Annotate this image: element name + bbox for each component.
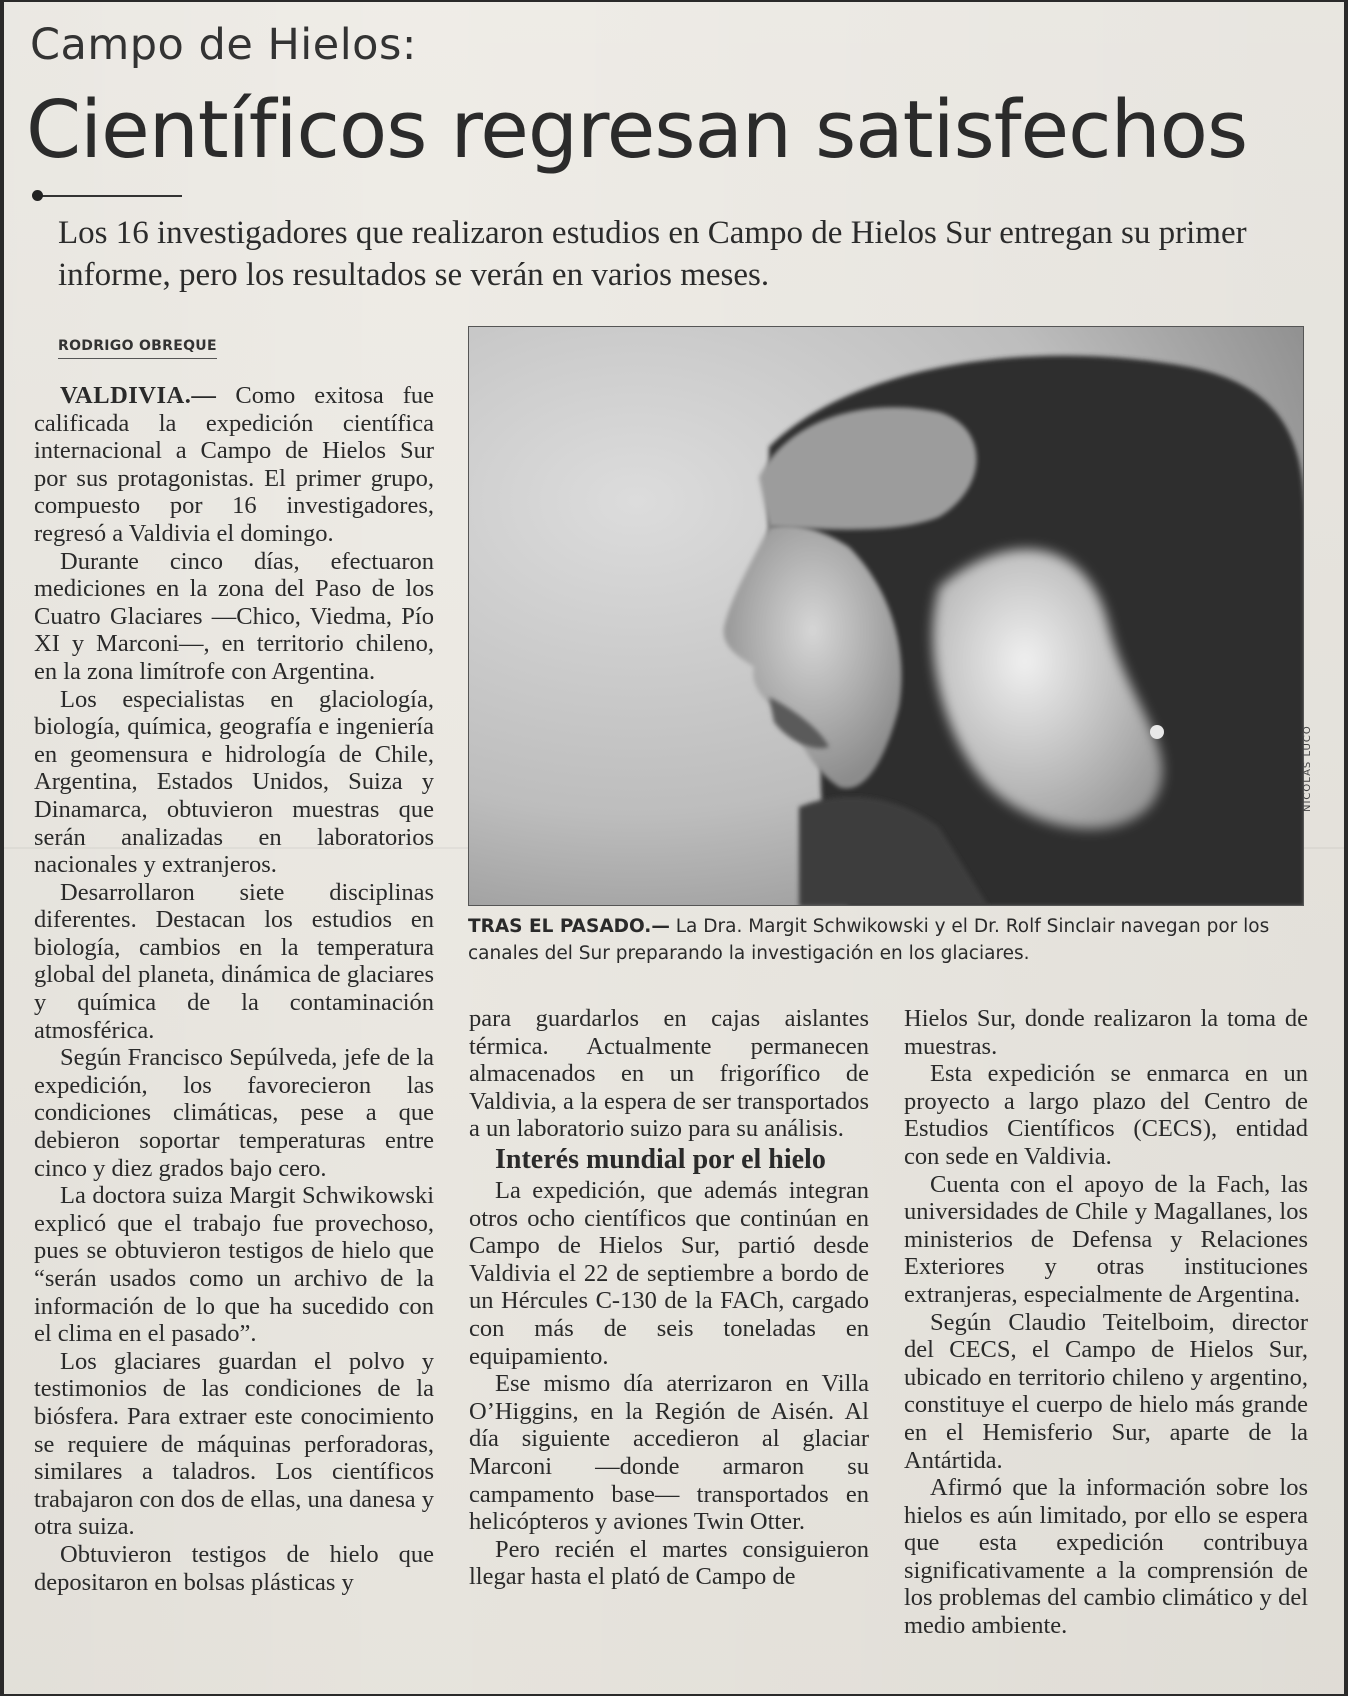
- photo-image: [469, 327, 1304, 906]
- body-paragraph: Los glaciares guardan el polvo y testimonios de las condiciones de la biósfera. Para extraer este conocimiento se requiere de máquinas perforadoras, similares a taladros. Los científicos trabajaron con dos de ellas, una danesa y otra suiza.: [34, 1347, 435, 1541]
- column-2: [469, 1005, 869, 1591]
- dateline: VALDIVIA.—: [60, 382, 217, 409]
- body-paragraph: La expedición, que además integran otros ocho científicos que continúan en Campo de Hielos Sur, partió desde Valdivia el 22 de septiembre a bordo de un Hércules C-130 de la FACh, cargado con más de seis toneladas en equipamiento.: [469, 1176, 869, 1370]
- lead-paragraph: [34, 382, 434, 548]
- deck: Los 16 investigadores que realizaron estudios en Campo de Hielos Sur entregan su primer informe, pero los resultados se verán en varios meses.: [58, 215, 1247, 293]
- photo-caption: [468, 913, 1304, 967]
- headline: Científicos regresan satisfechos: [26, 84, 1248, 176]
- continued-paragraph: Hielos Sur, donde realizaron la toma de muestras.: [904, 1005, 1308, 1060]
- body-paragraph: Según Francisco Sepúlveda, jefe de la expedición, los favorecieron las condiciones climáticas, pese a que debieron soportar temperaturas entre cinco y diez grados bajo cero.: [34, 1044, 434, 1182]
- body-paragraph: Esta expedición se enmarca en un proyecto a largo plazo del Centro de Estudios Científicos (CECS), entidad con sede en Valdivia.: [904, 1060, 1308, 1170]
- continued-paragraph: para guardarlos en cajas aislantes térmica. Actualmente permanecen almacenados en un frigorífico de Valdivia, a la espera de ser transportados a un laboratorio suizo para su análisis.: [469, 1005, 869, 1143]
- body-paragraph: Afirmó que la información sobre los hielos es aún limitado, por ello se espera que esta expedición contribuya significativamente a la comprensión de los problemas del cambio climático y del medio ambiente.: [904, 1474, 1308, 1640]
- bullet-rule: [34, 195, 182, 197]
- photo-credit: NICOLAS LUCO: [1302, 725, 1313, 812]
- lead-text: Como exitosa fue calificada la expedición científica internacional a Campo de Hielos Sur por sus protagonistas. El primer grupo, compuesto por 16 investigadores, regresó a Valdivia el domingo.: [34, 382, 435, 547]
- body-paragraph: La doctora suiza Margit Schwikowski explicó que el trabajo fue provechoso, pues se obtuvieron testigos de hielo que “serán usados como un archivo de la información de lo que ha sucedido con el clima en el pasado”.: [34, 1182, 434, 1348]
- body-paragraph: Ese mismo día aterrizaron en Villa O’Higgins, en la Región de Aisén. Al día siguiente accedieron al glaciar Marconi —donde armaron su campamento base— transportados en helicópteros y aviones Twin Otter.: [469, 1370, 869, 1536]
- body-paragraph: Cuenta con el apoyo de la Fach, las universidades de Chile y Magallanes, los ministerios de Defensa y Relaciones Exteriores y otras instituciones extranjeras, especialmente de Argentina.: [904, 1170, 1308, 1308]
- caption-text: La Dra. Margit Schwikowski y el Dr. Rolf Sinclair navegan por los canales del Sur preparando la investigación en los glaciares.: [468, 916, 1270, 964]
- byline: RODRIGO OBREQUE: [58, 338, 217, 359]
- article-photo: [468, 326, 1304, 906]
- body-paragraph: Durante cinco días, efectuaron mediciones en la zona del Paso de los Cuatro Glaciares —Chico, Viedma, Pío XI y Marconi—, en territorio chileno, en la zona limítrofe con Argentina.: [34, 547, 434, 685]
- bullet-dot-icon: [32, 190, 43, 201]
- body-paragraph: Según Claudio Teitelboim, director del CECS, el Campo de Hielos Sur, ubicado en territorio chileno y argentino, constituye el cuerpo de hielo más grande en el Hemisferio Sur, aparte de la Antártida.: [904, 1308, 1308, 1474]
- photo-button: [1150, 725, 1164, 739]
- kicker: Campo de Hielos:: [30, 20, 417, 70]
- body-paragraph: Pero recién el martes consiguieron llegar hasta el plató de Campo de: [469, 1535, 869, 1591]
- column-3: [904, 1005, 1308, 1640]
- caption-title: TRAS EL PASADO.—: [468, 916, 670, 937]
- body-paragraph: Desarrollaron siete disciplinas diferentes. Destacan los estudios en biología, cambios en la temperatura global del planeta, dinámica de glaciares y química de la contaminación atmosférica.: [34, 878, 434, 1044]
- column-1: [34, 382, 434, 1596]
- body-paragraph: Obtuvieron testigos de hielo que depositaron en bolsas plásticas y: [34, 1540, 434, 1596]
- body-paragraph: Los especialistas en glaciología, biología, química, geografía e ingeniería en geomensura e hidrología de Chile, Argentina, Estados Unidos, Suiza y Dinamarca, obtuvieron muestras que serán analizadas en laboratorios nacionales y extranjeros.: [34, 685, 434, 879]
- newspaper-page: [4, 2, 1344, 1694]
- subheading: Interés mundial por el hielo: [495, 1143, 826, 1175]
